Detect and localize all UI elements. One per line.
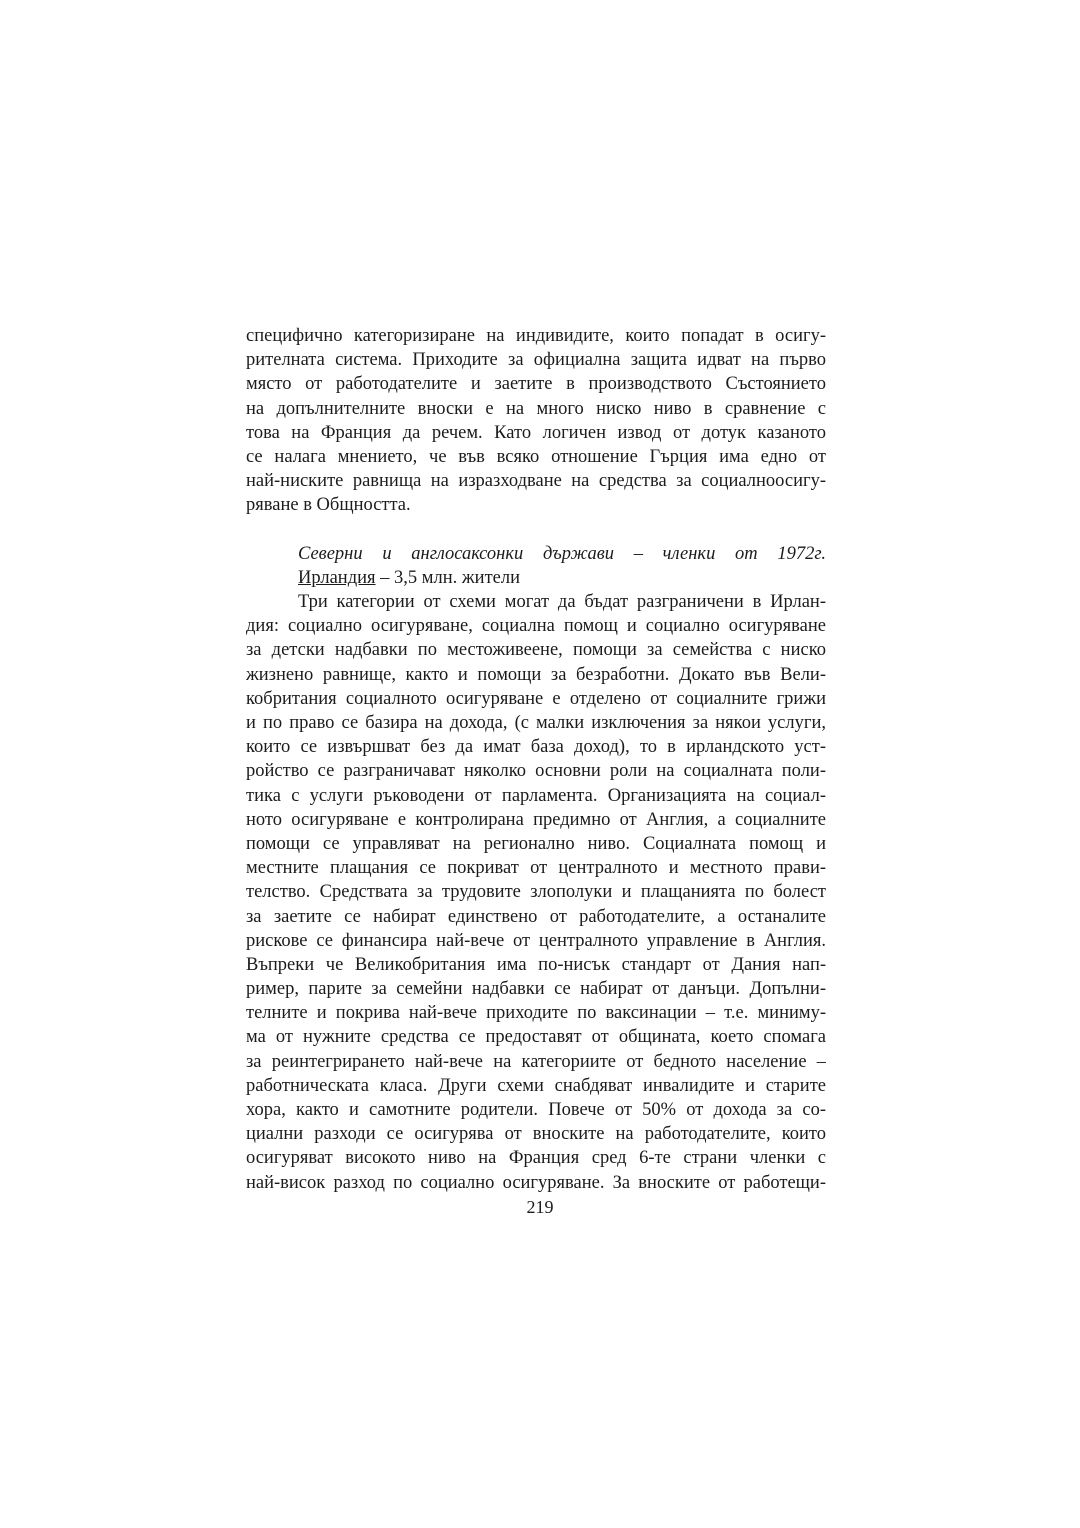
text-line: това на Франция да речем. Като логичен извод от дотук казаното bbox=[246, 422, 826, 443]
text-line: място от работодателите и заетите в производството Състоянието bbox=[246, 374, 826, 395]
text-line: телство. Средствата за трудовите злополуки и плащанията по болест bbox=[246, 882, 826, 903]
country-population: – 3,5 млн. жители bbox=[375, 567, 520, 588]
text-line: за детски надбавки по местоживеене, помощи за семейства с ниско bbox=[246, 640, 826, 661]
text-line: циални разходи се осигурява от вноските на работодателите, които bbox=[246, 1124, 826, 1145]
text-line: които се извършват без да имат база доход), то в ирландското уст- bbox=[246, 737, 826, 758]
text-line: Въпреки че Великобритания има по-нисък стандарт от Дания нап- bbox=[246, 954, 826, 975]
text-line: тика с услуги ръководени от парламента. Организацията на социал- bbox=[246, 785, 826, 806]
country-name: Ирландия bbox=[298, 567, 376, 588]
text-line: най-висок разход по социално осигуряване. За вноските от работещи- bbox=[246, 1172, 826, 1193]
section-heading: Северни и англосаксонки държави – членки от 1972г. bbox=[298, 543, 826, 564]
body-text bbox=[246, 324, 826, 1195]
text-line: Три категории от схеми могат да бъдат разграничени в Ирлан- bbox=[298, 592, 826, 613]
paragraph-greece-summary bbox=[246, 324, 826, 518]
text-line: кобритания социалното осигуряване е отделено от социалните грижи bbox=[246, 688, 826, 709]
text-line: жизнено равнище, както и помощи за безработни. Докато във Вели- bbox=[246, 664, 826, 685]
text-line: ното осигуряване е контролирана предимно от Англия, а социалните bbox=[246, 809, 826, 830]
text-line: хора, както и самотните родители. Повече от 50% от дохода за со- bbox=[246, 1100, 826, 1120]
text-line: местните плащания се покриват от централното и местното прави- bbox=[246, 858, 826, 879]
text-line: за заетите се набират единствено от работодателите, а останалите bbox=[246, 906, 826, 927]
text-line: на допълнителните вноски е на много ниско ниво в сравнение с bbox=[246, 398, 826, 419]
text-line: ряване в Общността. bbox=[246, 495, 411, 516]
page-number: 219 bbox=[526, 1197, 554, 1217]
text-line: специфично категоризиране на индивидите, които попадат в осигу- bbox=[246, 326, 826, 346]
text-line: рителната система. Приходите за официална защита идват на първо bbox=[246, 350, 826, 371]
text-line: най-ниските равнища на изразходване на средства за социалноосигу- bbox=[246, 471, 826, 492]
text-line: работническата класа. Други схеми снабдяват инвалидите и старите bbox=[246, 1075, 826, 1096]
text-line: рискове се финансира най-вече от централното управление в Англия. bbox=[246, 930, 826, 951]
text-line: дия: социално осигуряване, социална помощ и социално осигуряване bbox=[246, 616, 826, 637]
text-line: за реинтегрирането най-вече на категориите от бедното население – bbox=[246, 1051, 826, 1072]
text-line: се налага мнението, че във всяко отношение Гърция има едно от bbox=[246, 446, 826, 467]
text-line: ример, парите за семейни надбавки се набират от данъци. Допълни- bbox=[246, 979, 826, 1000]
text-line: осигуряват високото ниво на Франция сред 6-те страни членки с bbox=[246, 1148, 826, 1169]
text-line: помощи се управляват на регионално ниво. Социалната помощ и bbox=[246, 833, 826, 854]
text-line: телните и покрива най-вече приходите по ваксинации – т.е. миниму- bbox=[246, 1003, 826, 1024]
text-line: и по право се базира на дохода, (с малки изключения за някои услуги, bbox=[246, 713, 826, 733]
text-line: ма от нужните средства се предоставят от общината, което спомага bbox=[246, 1027, 826, 1048]
paragraph-gap bbox=[246, 518, 826, 542]
text-line: ройство се разграничават няколко основни роли на социалната поли- bbox=[246, 761, 826, 782]
country-subheading bbox=[246, 566, 826, 590]
paragraph-ireland bbox=[246, 590, 826, 1195]
